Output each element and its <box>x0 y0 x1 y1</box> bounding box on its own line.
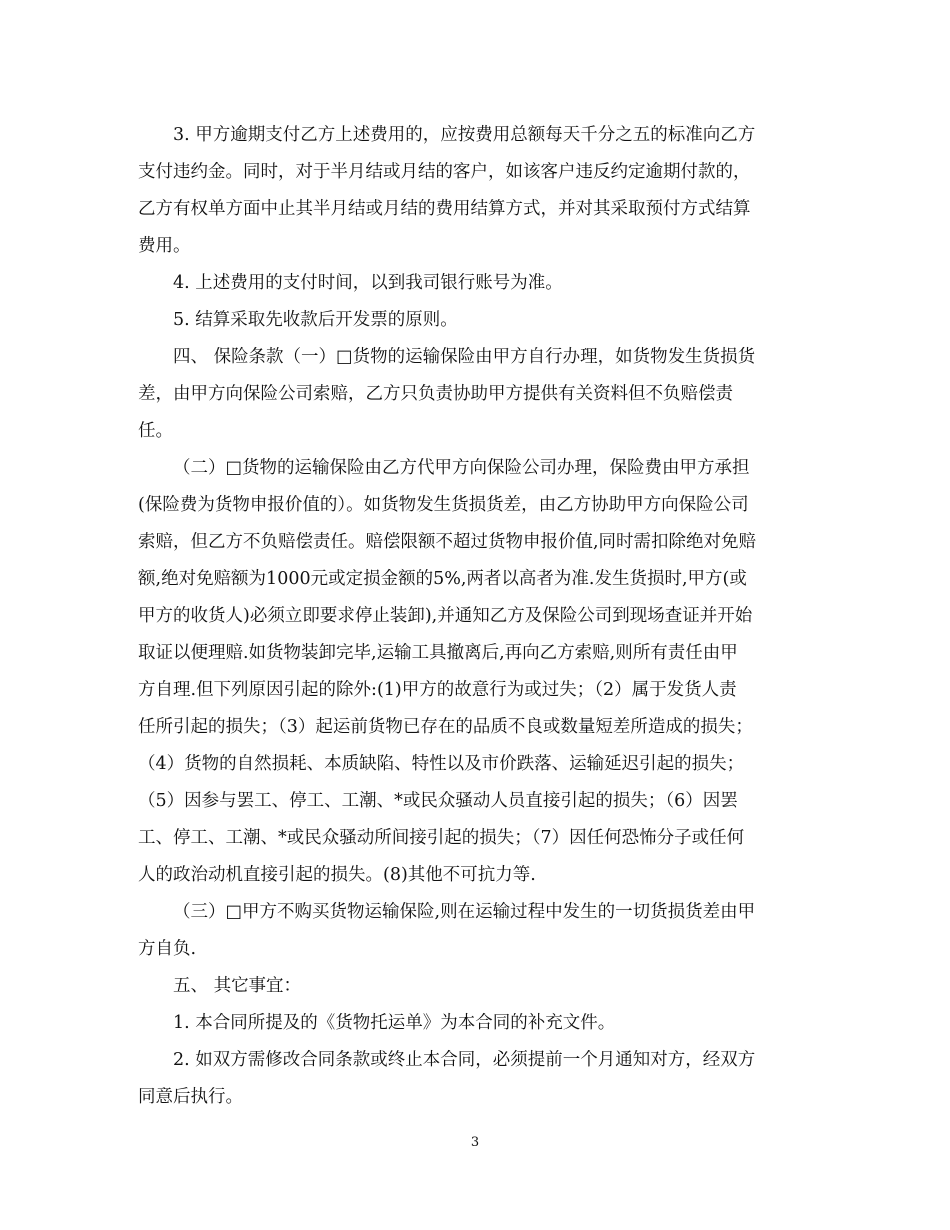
paragraph-line: （4）货物的自然损耗、本质缺陷、特性以及市价跌落、运输延迟引起的损失； <box>138 754 745 774</box>
paragraph <box>138 265 816 302</box>
paragraph-line: 同意后执行。 <box>138 1087 243 1107</box>
paragraph-line: 2. 如双方需修改合同条款或终止本合同，必须提前一个月通知对方，经双方 <box>173 1050 756 1070</box>
paragraph-line: 费用。 <box>138 236 191 256</box>
paragraph <box>138 450 816 894</box>
paragraph-line: 任。 <box>138 421 173 441</box>
paragraph-line: 5. 结算采取先收款后开发票的原则。 <box>173 310 458 330</box>
paragraph-line: 甲方的收货人)必须立即要求停止装卸),并通知乙方及保险公司到现场查证并开始 <box>138 606 753 626</box>
paragraph-line: 1. 本合同所提及的《货物托运单》为本合同的补充文件。 <box>173 1013 616 1033</box>
paragraph-line: 支付违约金。同时，对于半月结或月结的客户，如该客户违反约定逾期付款的， <box>138 162 751 182</box>
paragraph <box>138 968 816 1005</box>
paragraph <box>138 302 816 339</box>
paragraph-line: 四、 保险条款（一）□货物的运输保险由甲方自行办理，如货物发生货损货 <box>173 347 756 367</box>
paragraph-line: 工、停工、工潮、*或民众骚动所间接引起的损失；（7）因任何恐怖分子或任何 <box>138 828 745 848</box>
paragraph-line: 人的政治动机直接引起的损失。(8)其他不可抗力等. <box>138 865 536 885</box>
paragraph <box>138 894 816 968</box>
page-number: 3 <box>470 1135 480 1150</box>
paragraph-line: 索赔，但乙方不负赔偿责任。赔偿限额不超过货物申报价值,同时需扣除绝对免赔 <box>138 532 757 552</box>
paragraph-line: 差，由甲方向保险公司索赔，乙方只负责协助甲方提供有关资料但不负赔偿责 <box>138 384 733 404</box>
paragraph-line: （5）因参与罢工、停工、工潮、*或民众骚动人员直接引起的损失；（6）因罢 <box>138 791 738 811</box>
paragraph-line: 额,绝对免赔额为1000元或定损金额的5%,两者以高者为准.发生货损时,甲方(或 <box>138 569 747 589</box>
paragraph <box>138 339 816 450</box>
paragraph-line: （二）□货物的运输保险由乙方代甲方向保险公司办理，保险费由甲方承担 <box>173 458 750 478</box>
paragraph-line: 方自理.但下列原因引起的除外:(1)甲方的故意行为或过失；（2）属于发货人责 <box>138 680 737 700</box>
paragraph-line: 方自负. <box>138 939 197 959</box>
paragraph-line: 3. 甲方逾期支付乙方上述费用的，应按费用总额每天千分之五的标准向乙方 <box>173 125 756 145</box>
paragraph-line: 4. 上述费用的支付时间，以到我司银行账号为准。 <box>173 273 563 293</box>
paragraph-line: 乙方有权单方面中止其半月结或月结的费用结算方式，并对其采取预付方式结算 <box>138 199 751 219</box>
paragraph-line: （三）□甲方不购买货物运输保险,则在运输过程中发生的一切货损货差由甲 <box>173 902 756 922</box>
paragraph <box>138 1005 816 1042</box>
paragraph-line: (保险费为货物申报价值的）。如货物发生货损货差，由乙方协助甲方向保险公司 <box>138 495 749 515</box>
paragraph <box>138 1042 816 1116</box>
paragraph-line: 任所引起的损失；（3）起运前货物已存在的品质不良或数量短差所造成的损失； <box>138 717 753 737</box>
paragraph <box>138 117 816 265</box>
paragraph-line: 五、 其它事宜： <box>173 976 302 996</box>
document-body <box>138 117 816 1116</box>
paragraph-line: 取证以便理赔.如货物装卸完毕,运输工具撤离后,再向乙方索赔,则所有责任由甲 <box>138 643 738 663</box>
